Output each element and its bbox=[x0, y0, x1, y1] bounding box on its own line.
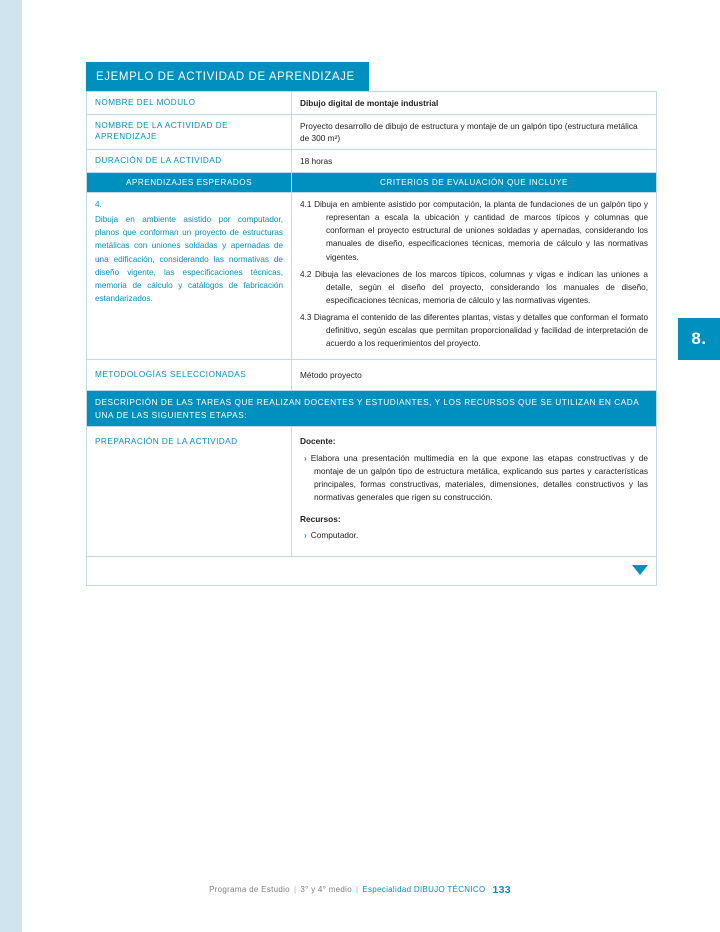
criterion-item: 4.1 Dibuja en ambiente asistido por computación, la planta de fundaciones de un galpón tipo y representan a escala la ubicación y cantidad de marcos típicos y columnas que conforman el proyecto estructural de uniones soldadas y apernadas, considerando los manuales de diseño, especificaciones técnicas, memoria de cálculo y las normativas vigentes. bbox=[300, 200, 648, 262]
resources-bullet bbox=[300, 529, 648, 542]
table-row bbox=[87, 391, 657, 427]
table-header-row bbox=[87, 173, 657, 193]
module-label: NOMBRE DEL MÓDULO bbox=[87, 92, 292, 115]
methodology-label: METODOLOGÍAS SELECCIONADAS bbox=[87, 360, 292, 391]
table-row bbox=[87, 427, 657, 557]
resources-bullet-text: Computador. bbox=[310, 529, 359, 540]
caret-down-icon bbox=[632, 565, 648, 575]
module-value-text: Dibujo digital de montaje industrial bbox=[300, 98, 439, 108]
table-row bbox=[87, 360, 657, 391]
table-row bbox=[87, 193, 657, 360]
bullet-arrow-icon: › bbox=[304, 529, 307, 540]
description-band: DESCRIPCIÓN DE LAS TAREAS QUE REALIZAN DOCENTES Y ESTUDIANTES, Y LOS RECURSOS QUE SE UTILIZAN EN CADA UNA DE LAS SIGUIENTES ETAPAS: bbox=[87, 391, 657, 427]
learning-header: APRENDIZAJES ESPERADOS bbox=[87, 173, 292, 193]
activity-content bbox=[86, 62, 648, 586]
learning-text: Dibuja en ambiente asistido por computador, planos que conforman un proyecto de estructuras metálicas con uniones soldadas y apernadas de una edificación, considerando las normativas de diseño vigente, las especificaciones técnicas, memoria de cálculo y catálogos de fabricación estandarizados. bbox=[95, 215, 283, 303]
left-margin-bar bbox=[0, 0, 22, 932]
table-row bbox=[87, 557, 657, 586]
continuation-row bbox=[87, 557, 657, 586]
learning-number: 4. bbox=[95, 200, 102, 210]
page-footer bbox=[0, 884, 720, 896]
resources-label: Recursos: bbox=[300, 513, 341, 524]
duration-value: 18 horas bbox=[292, 150, 657, 173]
learning-cell bbox=[87, 193, 292, 360]
bullet-arrow-icon: › bbox=[304, 452, 307, 463]
chapter-tab: 8. bbox=[678, 318, 720, 360]
footer-program: Programa de Estudio bbox=[209, 885, 290, 894]
preparation-label: PREPARACIÓN DE LA ACTIVIDAD bbox=[87, 427, 292, 557]
teacher-label: Docente: bbox=[300, 436, 336, 447]
criterion-item: 4.2 Dibuja las elevaciones de los marcos típicos, columnas y vigas e indican las uniones a detalle, según el diseño del proyecto, considerando los manuales de diseño, especificaciones técnicas, memoria de cálculo y las normativas vigentes. bbox=[300, 269, 648, 305]
footer-separator: | bbox=[293, 885, 297, 894]
footer-level: 3° y 4° medio bbox=[300, 885, 352, 894]
teacher-bullet-text: Elabora una presentación multimedia en la que expone las etapas constructivas y de montaje de un galpón tipo de estructura metálica, explicando sus partes y características principales, formas constructivas, materiales, dimensiones, detalles constructivos y las normativas generales que rigen su construcción. bbox=[310, 452, 648, 503]
page-title: EJEMPLO DE ACTIVIDAD DE APRENDIZAJE bbox=[86, 62, 369, 91]
criterion-item: 4.3 Diagrama el contenido de las diferentes plantas, vistas y detalles que conforman el formato definitivo, según escalas que permitan proporcionalidad y facilidad de interpretación de acuerdo a los requerimientos del proyecto. bbox=[300, 313, 648, 349]
criteria-cell bbox=[292, 193, 657, 360]
table-row bbox=[87, 92, 657, 115]
activity-label: NOMBRE DE LA ACTIVIDAD DE APRENDIZAJE bbox=[87, 115, 292, 150]
activity-value: Proyecto desarrollo de dibujo de estructura y montaje de un galpón tipo (estructura metálica de 300 m²) bbox=[292, 115, 657, 150]
table-row bbox=[87, 115, 657, 150]
table-row bbox=[87, 150, 657, 173]
footer-separator: | bbox=[355, 885, 359, 894]
teacher-bullet bbox=[300, 452, 648, 505]
activity-table bbox=[86, 91, 657, 586]
duration-label: DURACIÓN DE LA ACTIVIDAD bbox=[87, 150, 292, 173]
methodology-value: Método proyecto bbox=[292, 360, 657, 391]
footer-specialty: Especialidad DIBUJO TÉCNICO bbox=[362, 885, 486, 894]
preparation-content bbox=[292, 427, 657, 557]
module-value bbox=[292, 92, 657, 115]
criteria-header: CRITERIOS DE EVALUACIÓN QUE INCLUYE bbox=[292, 173, 657, 193]
footer-page-number: 133 bbox=[492, 884, 511, 896]
